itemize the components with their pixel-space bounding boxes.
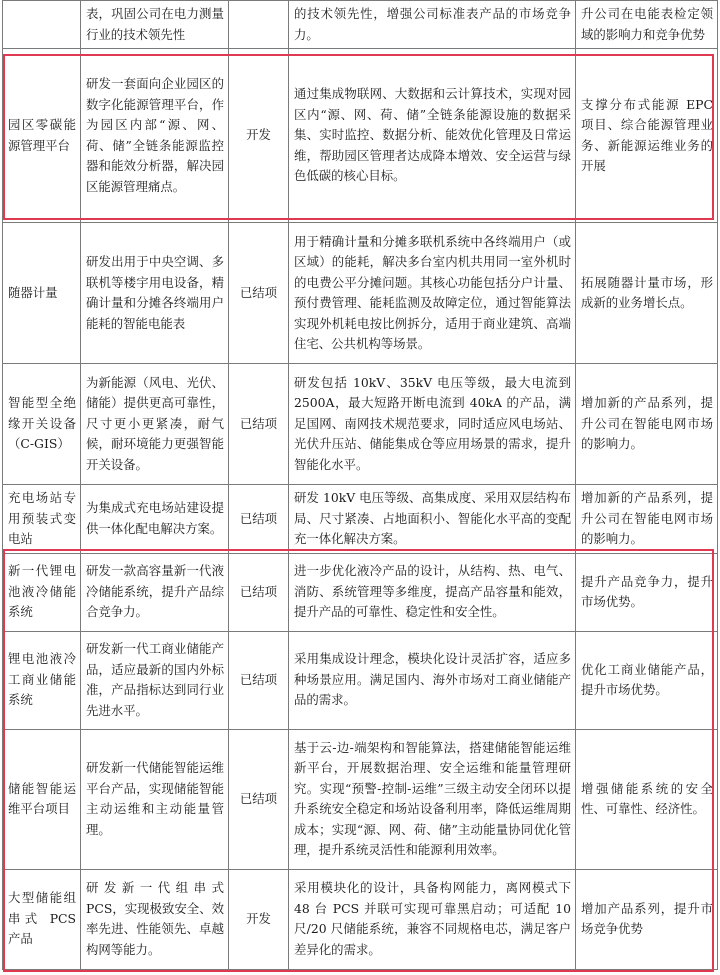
project-status-cell: 开发 <box>229 869 289 969</box>
project-name-cell: 锂电池液冷工商业储能系统 <box>3 631 81 729</box>
project-impact-cell: 增加新的产品系列，提升公司在智能电网市场的影响力。 <box>576 364 718 485</box>
project-content-cell: 研发一款高容量新一代液冷储能系统，提升产品综合竞争力。 <box>81 553 229 631</box>
project-impact-cell: 增加产品系列，提升市场竞争优势 <box>576 869 718 969</box>
project-status-cell: 已结项 <box>229 364 289 485</box>
project-content-cell: 研发一套面向企业园区的数字化能源管理平台，作为园区内部“源、网、荷、储”全链条能源监控器和能效分析器，解决园区能源管理痛点。 <box>81 49 229 223</box>
project-goal-cell: 采用模块化的设计，具备构网能力，离网模式下 48 台 PCS 并联可实现可靠黑启动；可适配 10 尺/20 尺储能系统，兼容不同规格电芯，满足客户差异化的需求。 <box>289 869 576 969</box>
project-name-cell: 智能型全绝缘开关设备（C-GIS） <box>3 364 81 485</box>
project-impact-cell: 增强储能系统的安全性、可靠性、经济性。 <box>576 729 718 869</box>
table-row <box>3 364 718 485</box>
project-content-cell: 为集成式充电场站建设提供一体化配电解决方案。 <box>81 485 229 554</box>
project-status-cell: 已结项 <box>229 223 289 364</box>
rd-projects-table <box>2 0 718 970</box>
table-row <box>3 631 718 729</box>
project-content-cell: 研发出用于中央空调、多联机等楼宇用电设备，精确计量和分摊各终端用户能耗的智能电能表 <box>81 223 229 364</box>
project-goal-cell: 的技术领先性，增强公司标准表产品的市场竞争力。 <box>289 1 576 49</box>
project-name-cell: 随器计量 <box>3 223 81 364</box>
table-row <box>3 869 718 969</box>
project-impact-cell: 提升产品竞争力，提升市场优势。 <box>576 553 718 631</box>
table-row <box>3 223 718 364</box>
table-row <box>3 49 718 223</box>
project-impact-cell: 增加新的产品系列，提升公司在智能电网市场的影响力。 <box>576 485 718 554</box>
project-status-cell: 已结项 <box>229 729 289 869</box>
project-content-cell: 研发新一代工商业储能产品，适应最新的国内外标准，产品指标达到同行业先进水平。 <box>81 631 229 729</box>
project-impact-cell: 升公司在电能表检定领域的影响力和竞争优势 <box>576 1 718 49</box>
project-status-cell: 已结项 <box>229 485 289 554</box>
project-content-cell: 为新能源（风电、光伏、储能）提供更高可靠性，尺寸更小更紧凑，耐气候，耐环境能力更强智能开关设备。 <box>81 364 229 485</box>
project-status-cell: 已结项 <box>229 553 289 631</box>
project-goal-cell: 采用集成设计理念，模块化设计灵活扩容，适应多种场景应用。满足国内、海外市场对工商业储能产品的需求。 <box>289 631 576 729</box>
project-goal-cell: 基于云-边-端架构和智能算法，搭建储能智能运维新平台，开展数据治理、安全运维和能量管理研究。实现“预警-控制-运维”三级主动安全闭环以提升系统安全稳定和场站设备利用率，降低运维周期成本；实现“源、网、荷、储”主动能量协同优化管理，提升系统灵活性和能源利用效率。 <box>289 729 576 869</box>
project-content-cell: 表，巩固公司在电力测量行业的技术领先性 <box>81 1 229 49</box>
project-impact-cell: 支撑分布式能源 EPC 项目、综合能源管理业务、新能源运维业务的开展 <box>576 49 718 223</box>
project-status-cell <box>229 1 289 49</box>
project-goal-cell: 研发包括 10kV、35kV 电压等级，最大电流到 2500A，最大短路开断电流到 40kA 的产品，满足国网、南网技术规范要求，同时适应风电场站、光伏升压站、储能集成仓等应用场景的需求，提升智能化水平。 <box>289 364 576 485</box>
table-row <box>3 729 718 869</box>
project-goal-cell: 用于精确计量和分摊多联机系统中各终端用户（或区域）的能耗，解决多台室内机共用同一室外机时的电费公平分摊问题。其核心功能包括分户计量、预付费管理、能耗监测及故障定位，通过智能算法实现外机耗电按比例拆分，适用于商业建筑、高端住宅、公共机构等场景。 <box>289 223 576 364</box>
table-row <box>3 553 718 631</box>
project-content-cell: 研发新一代组串式 PCS，实现极致安全、效率先进、性能领先、卓越构网等能力。 <box>81 869 229 969</box>
project-content-cell: 研发新一代储能智能运维平台产品，实现储能智能主动运维和主动能量管理。 <box>81 729 229 869</box>
project-name-cell: 充电场站专用预装式变电站 <box>3 485 81 554</box>
project-impact-cell: 拓展随器计量市场，形成新的业务增长点。 <box>576 223 718 364</box>
project-name-cell: 新一代锂电池液冷储能系统 <box>3 553 81 631</box>
project-goal-cell: 进一步优化液冷产品的设计，从结构、热、电气、消防、系统管理等多维度，提高产品容量和能效，提升产品的可靠性、稳定性和安全性。 <box>289 553 576 631</box>
project-status-cell: 已结项 <box>229 631 289 729</box>
project-status-cell: 开发 <box>229 49 289 223</box>
project-goal-cell: 研发 10kV 电压等级、高集成度、采用双层结构布局、尺寸紧凑、占地面积小、智能化水平高的变配充一体化解决方案。 <box>289 485 576 554</box>
project-name-cell: 储能智能运维平台项目 <box>3 729 81 869</box>
project-name-cell: 大型储能组串式 PCS 产品 <box>3 869 81 969</box>
project-name-cell: 园区零碳能源管理平台 <box>3 49 81 223</box>
project-name-cell <box>3 1 81 49</box>
table-row <box>3 485 718 554</box>
project-impact-cell: 优化工商业储能产品，提升市场优势。 <box>576 631 718 729</box>
table-row <box>3 1 718 49</box>
project-goal-cell: 通过集成物联网、大数据和云计算技术，实现对园区内“源、网、荷、储”全链条能源设施的数据采集、实时监控、数据分析、能效优化管理及日常运维，帮助园区管理者达成降本增效、安全运营与绿色低碳的核心目标。 <box>289 49 576 223</box>
